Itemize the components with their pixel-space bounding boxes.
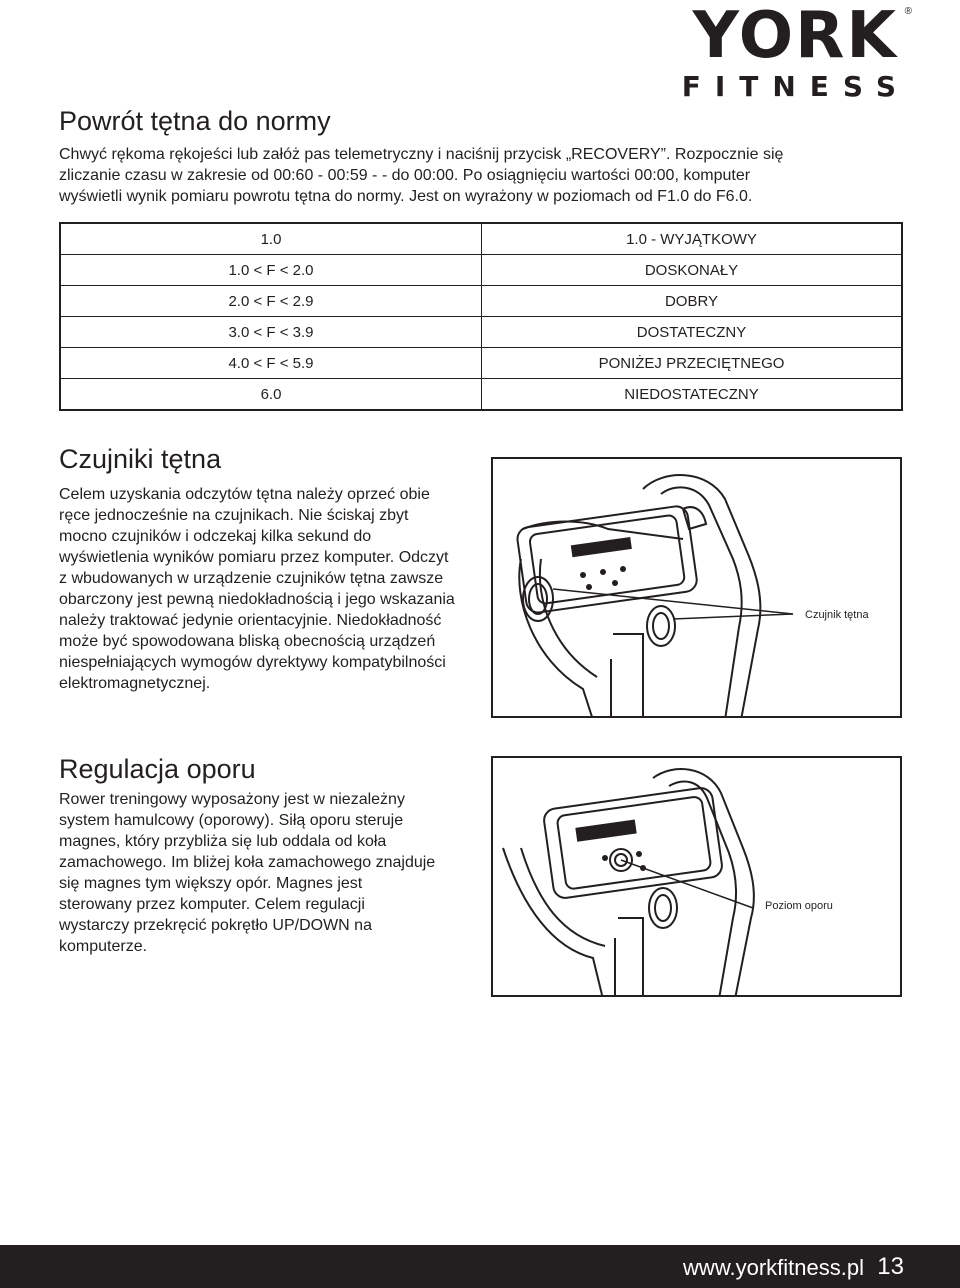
table-row	[60, 286, 902, 317]
callout-pulse-sensor: Czujnik tętna	[805, 609, 869, 621]
york-fitness-logo	[618, 0, 912, 103]
section-title-recovery: Powrót tętna do normy	[59, 106, 331, 136]
table-row	[60, 317, 902, 348]
table-cell-rating: DOSTATECZNY	[482, 317, 903, 348]
table-cell-range: 4.0 < F < 5.9	[60, 348, 482, 379]
table-cell-rating: PONIŻEJ PRZECIĘTNEGO	[482, 348, 903, 379]
table-cell-rating: DOBRY	[482, 286, 903, 317]
page-footer	[0, 1245, 960, 1288]
resistance-paragraph: Rower treningowy wyposażony jest w niezależny system hamulcowy (oporowy). Siłą oporu steruje magnes, który przybliża się lub oddala od koła zamachowego. Im bliżej koła zamachowego znajduje się magnes tym większy opór. Magnes jest sterowany przez komputer. Celem regulacji wystarczy przekręcić pokrętło UP/DOWN na komputerze.	[59, 791, 436, 955]
section-title-resistance: Regulacja oporu	[59, 754, 256, 784]
page-number: 13	[877, 1253, 904, 1280]
console-illustration	[493, 459, 902, 718]
table-row	[60, 223, 902, 255]
figure-resistance-knob	[491, 756, 902, 997]
recovery-paragraph: Chwyć rękoma rękojeści lub załóż pas telemetryczny i naciśnij przycisk „RECOVERY”. Rozpocznie się zliczanie czasu w zakresie od 00:60 - 00:59 - - do 00:00. Po osiągnięciu wartości 00:00, komputer wyświetli wynik pomiaru powrotu tętna do normy. Jest on wyrażony w poziomach od F1.0 do F6.0.	[59, 146, 784, 205]
table-cell-range: 6.0	[60, 379, 482, 411]
table-cell-range: 3.0 < F < 3.9	[60, 317, 482, 348]
sensors-paragraph: Celem uzyskania odczytów tętna należy oprzeć obie ręce jednocześnie na czujnikach. Nie ściskaj zbyt mocno czujników i odczekaj kilka sekund do wyświetlenia wyników pomiaru przez komputer. Odczyt z wbudowanych w urządzenie czujników tętna zawsze obarczony jest pewną niedokładnością i jego wskazania należy traktować jedynie orientacyjnie. Niedokładność może być spowodowana bliską obecnością urządzeń niespełniających wymogów dyrektywy kompatybilności elektromagnetycznej.	[59, 486, 455, 692]
logo-york: YORK	[692, 0, 898, 73]
section-title-sensors: Czujniki tętna	[59, 444, 222, 474]
table-cell-rating: NIEDOSTATECZNY	[482, 379, 903, 411]
table-cell-rating: 1.0 - WYJĄTKOWY	[482, 223, 903, 255]
table-cell-range: 1.0 < F < 2.0	[60, 255, 482, 286]
recovery-scale-table	[59, 222, 903, 411]
table-cell-range: 2.0 < F < 2.9	[60, 286, 482, 317]
table-cell-range: 1.0	[60, 223, 482, 255]
logo-registered-mark: ®	[904, 6, 912, 17]
footer-url[interactable]: www.yorkfitness.pl	[683, 1255, 864, 1280]
console-illustration	[493, 758, 902, 997]
callout-resistance-level: Poziom oporu	[765, 900, 833, 912]
table-cell-rating: DOSKONAŁY	[482, 255, 903, 286]
table-row	[60, 379, 902, 411]
table-row	[60, 348, 902, 379]
figure-pulse-sensor	[491, 457, 902, 718]
logo-fitness: FITNESS	[681, 70, 910, 103]
table-row	[60, 255, 902, 286]
